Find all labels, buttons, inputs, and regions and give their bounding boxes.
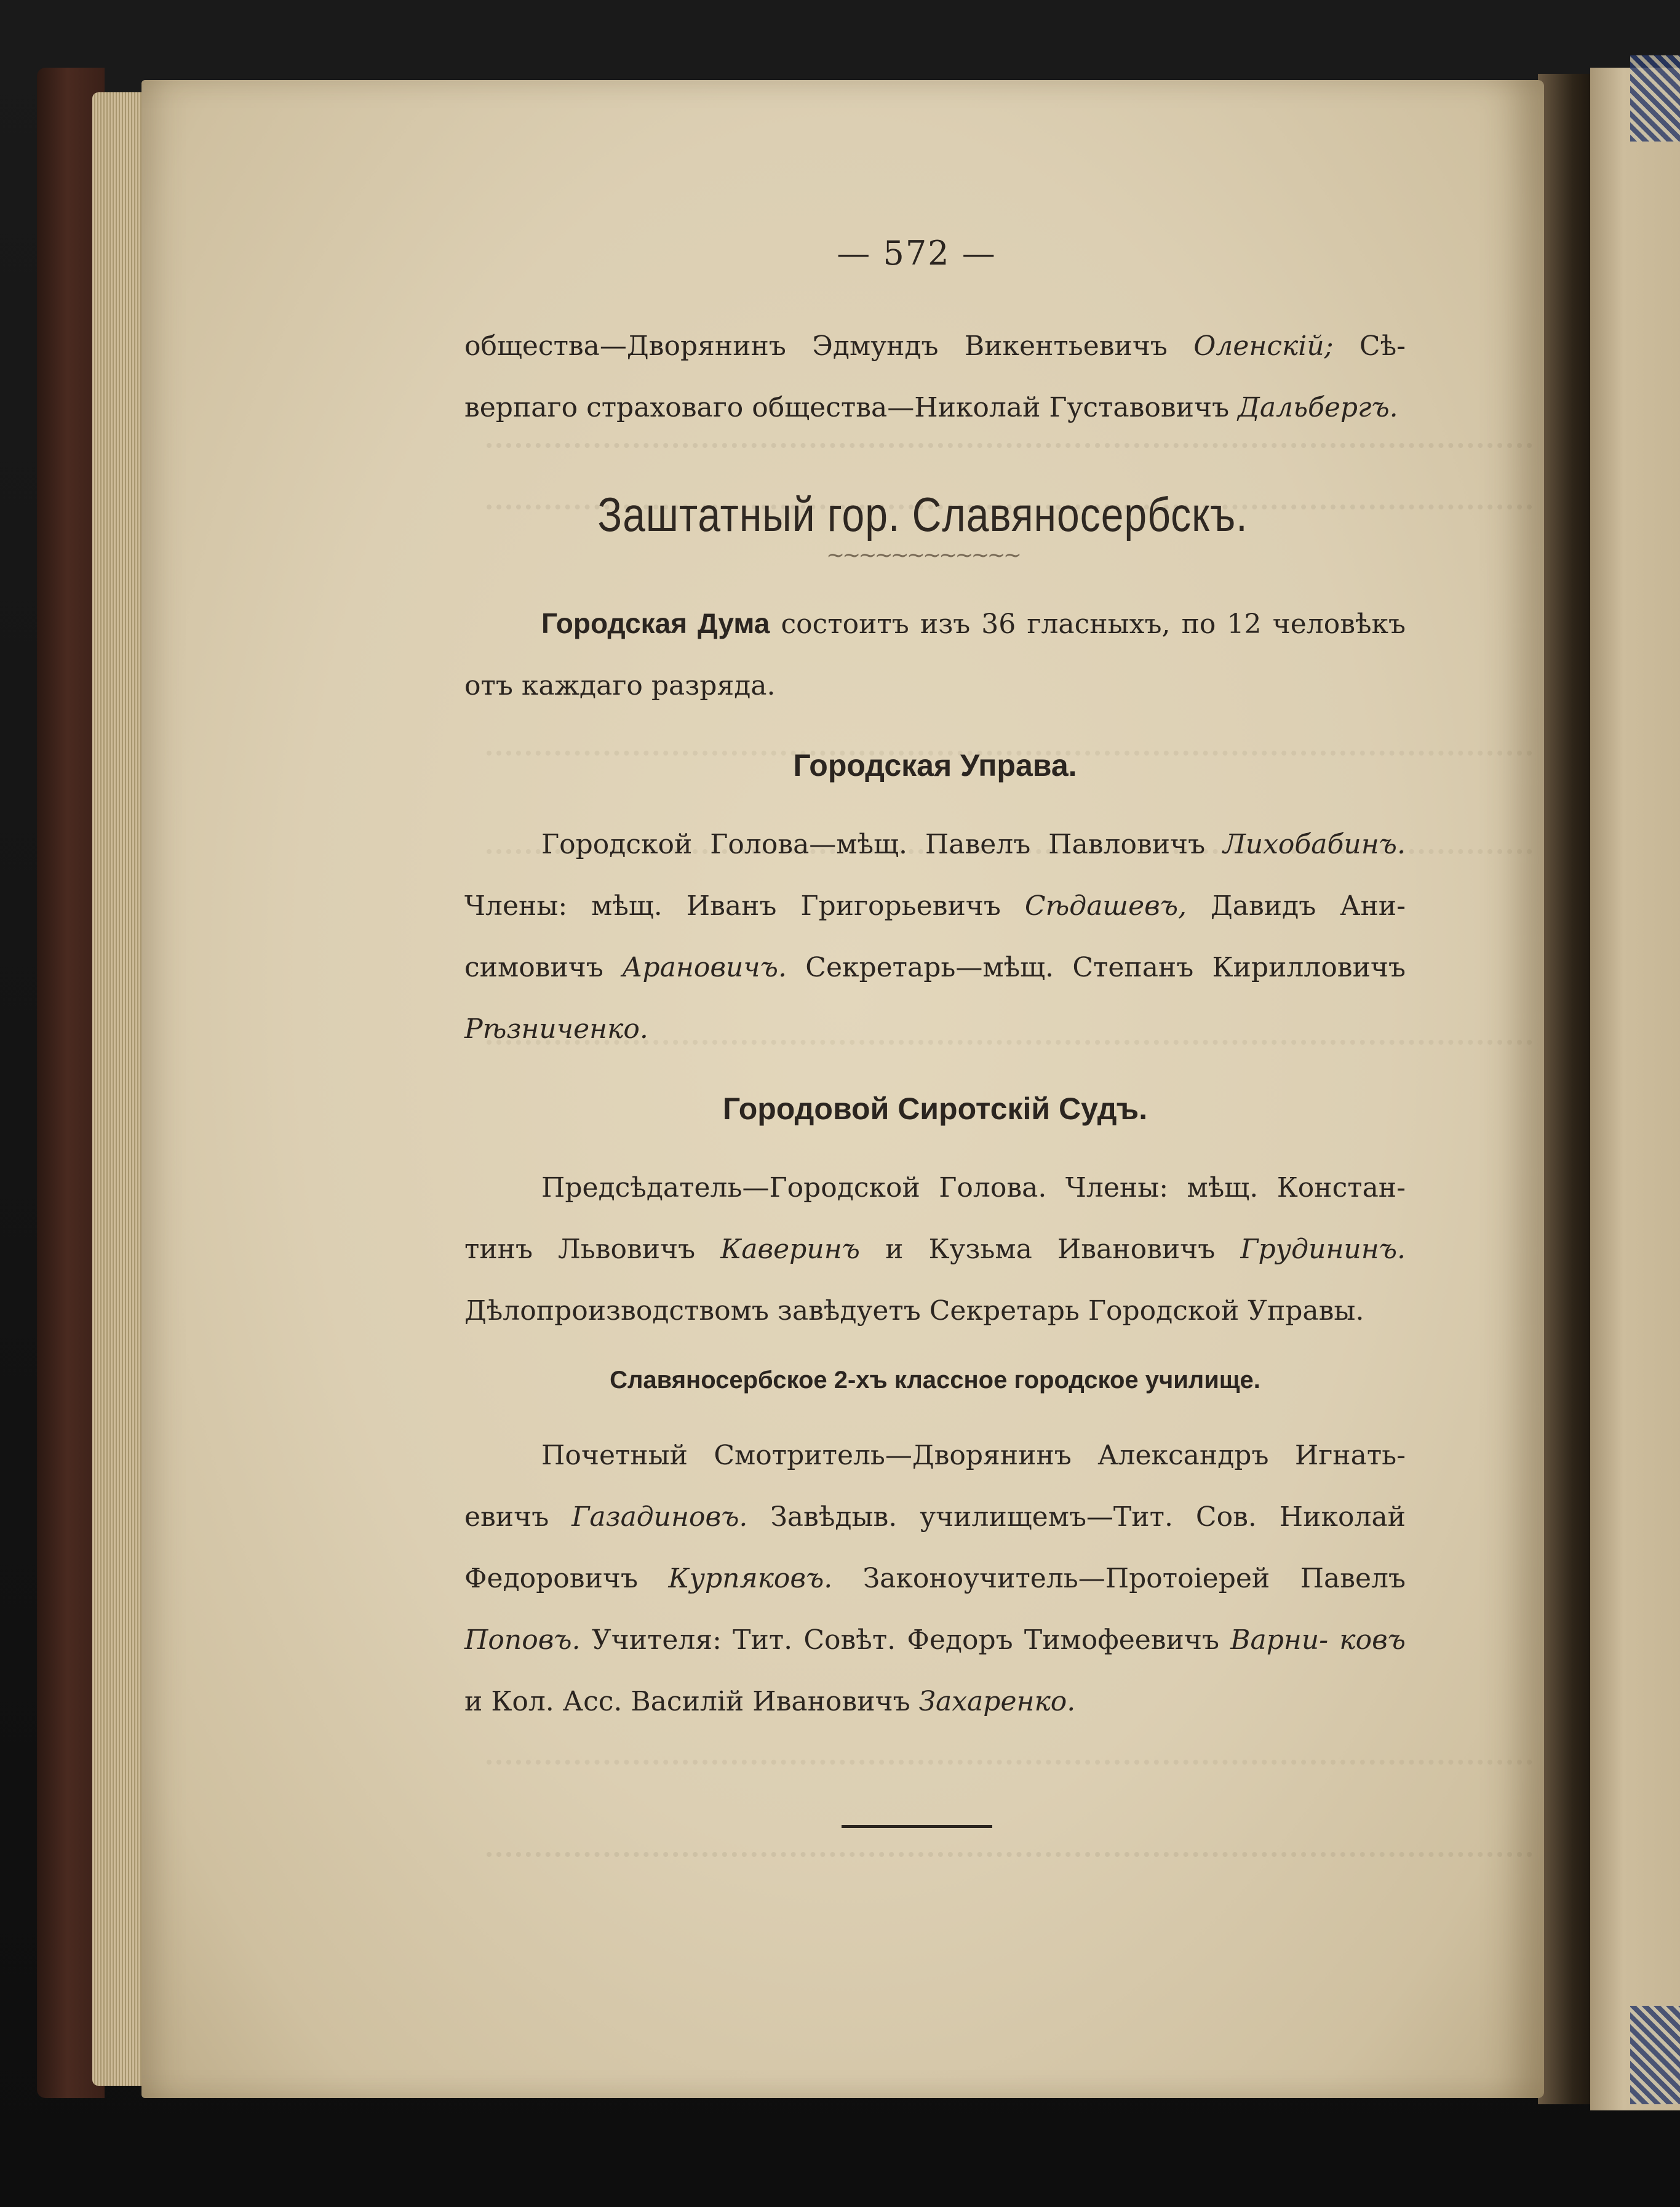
sirotsky-name-2: Грудининъ. — [1240, 1234, 1406, 1265]
school-text-1: Почетный Смотритель—Дворянинъ Александръ Игнать- евичъ — [464, 1440, 1406, 1533]
page-content — [464, 234, 1406, 1828]
sirotsky-paragraph — [464, 1157, 1406, 1342]
duma-lead: Городская Дума — [541, 607, 770, 639]
intro-name-1: Оленскій; — [1193, 330, 1334, 362]
book-gutter — [1538, 74, 1596, 2104]
uprava-name-1: Лихобабинъ. — [1223, 829, 1406, 860]
school-text-4: Учителя: Тит. Совѣт. Федоръ Тимофеевичъ — [580, 1624, 1231, 1656]
school-heading: Славяносербское 2-хъ классное городское училище. — [610, 1367, 1260, 1394]
adjacent-page-edge — [1590, 68, 1680, 2110]
uprava-text-1: Городской Голова—мѣщ. Павелъ Павловичъ — [541, 829, 1224, 860]
school-name-4: Варни- ковъ — [1230, 1624, 1406, 1656]
duma-text: состоитъ изъ 36 гласныхъ, по 12 человѣкъ отъ каждаго разряда. — [464, 609, 1406, 701]
school-name-1: Газадиновъ. — [571, 1501, 748, 1533]
intro-text-2: Сѣ- верпаго страховаго общества—Николай Густавовичъ — [464, 330, 1406, 423]
intro-name-2: Дальбергъ. — [1238, 392, 1398, 423]
cover-pattern-bottom — [1630, 2006, 1680, 2104]
school-paragraph — [464, 1425, 1406, 1733]
ornamental-rule: ~~~~~~~~~~~~ — [826, 543, 1019, 568]
cover-pattern-top — [1630, 55, 1680, 142]
intro-paragraph — [464, 316, 1406, 439]
intro-text-1: общества—Дворянинъ Эдмундъ Викентьевичъ — [464, 330, 1194, 362]
school-name-2: Курпяковъ. — [668, 1563, 833, 1594]
sirotsky-text-2: и Кузьма Ивановичъ — [860, 1234, 1241, 1265]
sirotsky-text-3: Дѣлопроизводствомъ завѣдуетъ Секретарь Городской Управы. — [464, 1295, 1364, 1327]
uprava-name-4: Рѣзниченко. — [464, 1013, 648, 1045]
duma-paragraph — [464, 593, 1406, 717]
school-name-3: Поповъ. — [464, 1624, 581, 1656]
page-number: — 572 — — [837, 234, 997, 273]
sirotsky-name-1: Каверинъ — [720, 1234, 860, 1265]
uprava-text-2: Члены: мѣщ. Иванъ Григорьевичъ — [464, 890, 1025, 922]
school-text-2: Завѣдыв. училищемъ—Тит. Сов. Николай Федоровичъ — [464, 1501, 1406, 1594]
uprava-name-2: Сѣдашевъ, — [1024, 890, 1187, 922]
sirotsky-text-1: Предсѣдатель—Городской Голова. Члены: мѣщ. Констан- тинъ Львовичъ — [464, 1172, 1406, 1265]
uprava-paragraph — [464, 814, 1406, 1060]
city-heading: Заштатный гор. Славяносербскъ. — [597, 487, 1248, 541]
sirotsky-heading: Городовой Сиротскій Судъ. — [722, 1092, 1148, 1126]
uprava-name-3: Арановичъ. — [622, 952, 787, 983]
uprava-text-4: Секретарь—мѣщ. Степанъ Кирилловичъ — [786, 952, 1406, 983]
closing-rule — [842, 1825, 992, 1828]
school-text-3: Законоучитель—Протоіерей Павелъ — [832, 1563, 1406, 1594]
school-name-5: Захаренко. — [918, 1686, 1076, 1717]
uprava-text-3: Давидъ Ани- симовичъ — [464, 890, 1406, 983]
school-text-5: и Кол. Асс. Василій Ивановичъ — [464, 1686, 919, 1717]
uprava-heading: Городская Управа. — [793, 748, 1077, 783]
